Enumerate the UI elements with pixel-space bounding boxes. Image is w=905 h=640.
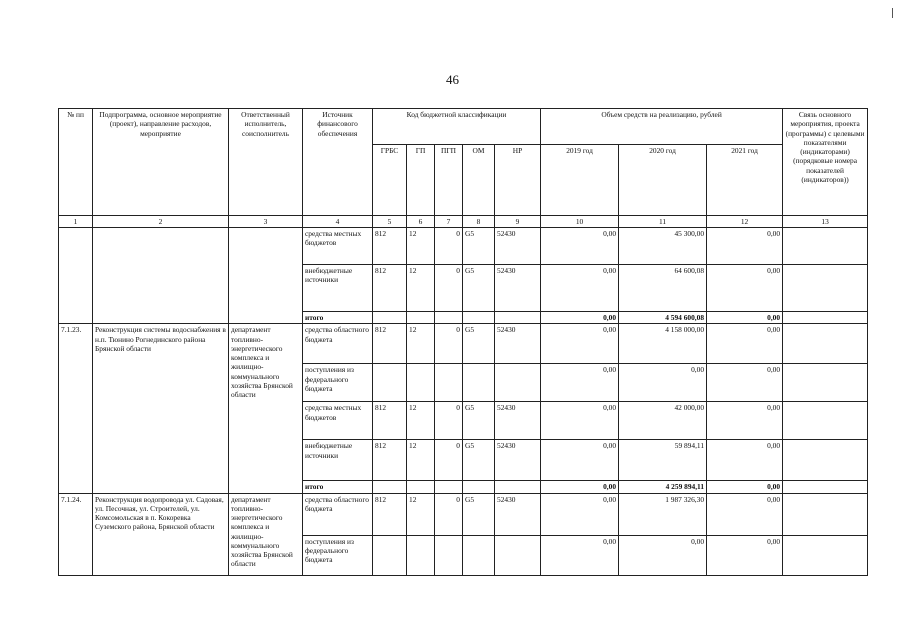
col-number: 7: [435, 216, 463, 228]
om-cell: G5: [463, 402, 495, 440]
item-name: Реконструкция системы водоснабжения в н.п. Тюнино Рогнединского района Брянской области: [93, 324, 229, 493]
link-cell: [783, 265, 868, 312]
header-grbs: ГРБС: [373, 145, 407, 216]
amount-2020: 64 600,08: [619, 265, 707, 312]
total-2019: 0,00: [541, 312, 619, 324]
amount-2019: 0,00: [541, 440, 619, 481]
table-row: [59, 228, 868, 265]
np-cell: 52430: [495, 228, 541, 265]
item-responsible: департамент топливно-энергетического комплекса и жилищно-коммунального хозяйства Брянской области: [229, 493, 303, 575]
gp-cell: 12: [407, 440, 435, 481]
amount-2019: 0,00: [541, 324, 619, 364]
link-cell: [783, 402, 868, 440]
col-number: 6: [407, 216, 435, 228]
header-2020: 2020 год: [619, 145, 707, 216]
header-link: Связь основного мероприятия, проекта (программы) с целевыми показателями (индикаторами) (порядковые номера показателей (индикаторов)): [783, 109, 868, 216]
source-cell: поступления из федерального бюджета: [303, 535, 373, 575]
column-number-row: [59, 216, 868, 228]
amount-2020: 59 894,11: [619, 440, 707, 481]
grbs-cell: 812: [373, 228, 407, 265]
amount-2021: 0,00: [707, 535, 783, 575]
cont-resp-cell: [229, 228, 303, 324]
amount-2019: 0,00: [541, 265, 619, 312]
amount-2019: 0,00: [541, 364, 619, 402]
header-responsible: Ответственный исполнитель, соисполнитель: [229, 109, 303, 216]
amount-2020: 4 158 000,00: [619, 324, 707, 364]
link-cell: [783, 228, 868, 265]
page-number: 46: [446, 72, 459, 87]
gp-cell: 12: [407, 493, 435, 535]
om-cell: G5: [463, 265, 495, 312]
source-cell: поступления из федерального бюджета: [303, 364, 373, 402]
gp-cell: 12: [407, 324, 435, 364]
amount-2021: 0,00: [707, 265, 783, 312]
col-number: 11: [619, 216, 707, 228]
amount-2019: 0,00: [541, 402, 619, 440]
om-cell: G5: [463, 324, 495, 364]
grbs-cell: 812: [373, 402, 407, 440]
source-cell: внебюджетные источники: [303, 265, 373, 312]
source-cell: средства областного бюджета: [303, 493, 373, 535]
header-source: Источник финансового обеспечения: [303, 109, 373, 216]
np-cell: 52430: [495, 402, 541, 440]
amount-2020: 0,00: [619, 364, 707, 402]
grbs-cell: 812: [373, 493, 407, 535]
link-cell: [783, 535, 868, 575]
amount-2021: 0,00: [707, 228, 783, 265]
header-gp: ГП: [407, 145, 435, 216]
amount-2021: 0,00: [707, 402, 783, 440]
amount-2021: 0,00: [707, 440, 783, 481]
amount-2021: 0,00: [707, 364, 783, 402]
cont-name-cell: [93, 228, 229, 324]
amount-2021: 0,00: [707, 324, 783, 364]
pgp-cell: 0: [435, 228, 463, 265]
pgp-cell: 0: [435, 440, 463, 481]
link-cell: [783, 493, 868, 535]
gp-cell: 12: [407, 402, 435, 440]
om-cell: G5: [463, 228, 495, 265]
link-cell: [783, 364, 868, 402]
col-number: 12: [707, 216, 783, 228]
source-cell: внебюджетные источники: [303, 440, 373, 481]
np-cell: 52430: [495, 265, 541, 312]
header-np: НР: [495, 145, 541, 216]
total-2019: 0,00: [541, 481, 619, 493]
source-cell: средства местных бюджетов: [303, 402, 373, 440]
item-responsible: департамент топливно-энергетического комплекса и жилищно-коммунального хозяйства Брянской области: [229, 324, 303, 493]
item-number: 7.1.23.: [59, 324, 93, 493]
om-cell: G5: [463, 493, 495, 535]
amount-2019: 0,00: [541, 535, 619, 575]
col-number: 8: [463, 216, 495, 228]
table-row: [59, 493, 868, 535]
grbs-cell: 812: [373, 324, 407, 364]
col-number: 13: [783, 216, 868, 228]
header-program: Подпрограмма, основное мероприятие (проект), направление расходов, мероприятие: [93, 109, 229, 216]
total-2021: 0,00: [707, 481, 783, 493]
gp-cell: 12: [407, 228, 435, 265]
pgp-cell: 0: [435, 493, 463, 535]
cont-num-cell: [59, 228, 93, 324]
total-2020: 4 594 600,08: [619, 312, 707, 324]
header-pgp: ПГП: [435, 145, 463, 216]
amount-2021: 0,00: [707, 493, 783, 535]
amount-2020: 42 000,00: [619, 402, 707, 440]
header-2019: 2019 год: [541, 145, 619, 216]
budget-table: [58, 108, 868, 576]
pgp-cell: 0: [435, 265, 463, 312]
grbs-cell: 812: [373, 265, 407, 312]
header-num: № пп: [59, 109, 93, 216]
np-cell: 52430: [495, 493, 541, 535]
col-number: 1: [59, 216, 93, 228]
total-2020: 4 259 894,11: [619, 481, 707, 493]
om-cell: G5: [463, 440, 495, 481]
header-om: ОМ: [463, 145, 495, 216]
header-volume: Объем средств на реализацию, рублей: [541, 109, 783, 145]
amount-2020: 1 987 326,30: [619, 493, 707, 535]
header-budget-code: Код бюджетной классификации: [373, 109, 541, 145]
source-cell: средства местных бюджетов: [303, 228, 373, 265]
source-cell: средства областного бюджета: [303, 324, 373, 364]
col-number: 2: [93, 216, 229, 228]
col-number: 5: [373, 216, 407, 228]
gp-cell: 12: [407, 265, 435, 312]
np-cell: 52430: [495, 440, 541, 481]
total-label: итого: [303, 312, 373, 324]
link-cell: [783, 440, 868, 481]
amount-2019: 0,00: [541, 493, 619, 535]
col-number: 4: [303, 216, 373, 228]
col-number: 10: [541, 216, 619, 228]
table-row: [59, 324, 868, 364]
amount-2019: 0,00: [541, 228, 619, 265]
pgp-cell: 0: [435, 402, 463, 440]
total-2021: 0,00: [707, 312, 783, 324]
item-name: Реконструкция водопровода ул. Садовая, ул. Песочная, ул. Строителей, ул. Комсомольская в п. Кокоревка Суземского района, Брянской области: [93, 493, 229, 575]
total-label: итого: [303, 481, 373, 493]
grbs-cell: 812: [373, 440, 407, 481]
col-number: 3: [229, 216, 303, 228]
header-2021: 2021 год: [707, 145, 783, 216]
col-number: 9: [495, 216, 541, 228]
amount-2020: 0,00: [619, 535, 707, 575]
amount-2020: 45 300,00: [619, 228, 707, 265]
item-number: 7.1.24.: [59, 493, 93, 575]
np-cell: 52430: [495, 324, 541, 364]
corner-mark: [892, 8, 893, 18]
pgp-cell: 0: [435, 324, 463, 364]
link-cell: [783, 324, 868, 364]
